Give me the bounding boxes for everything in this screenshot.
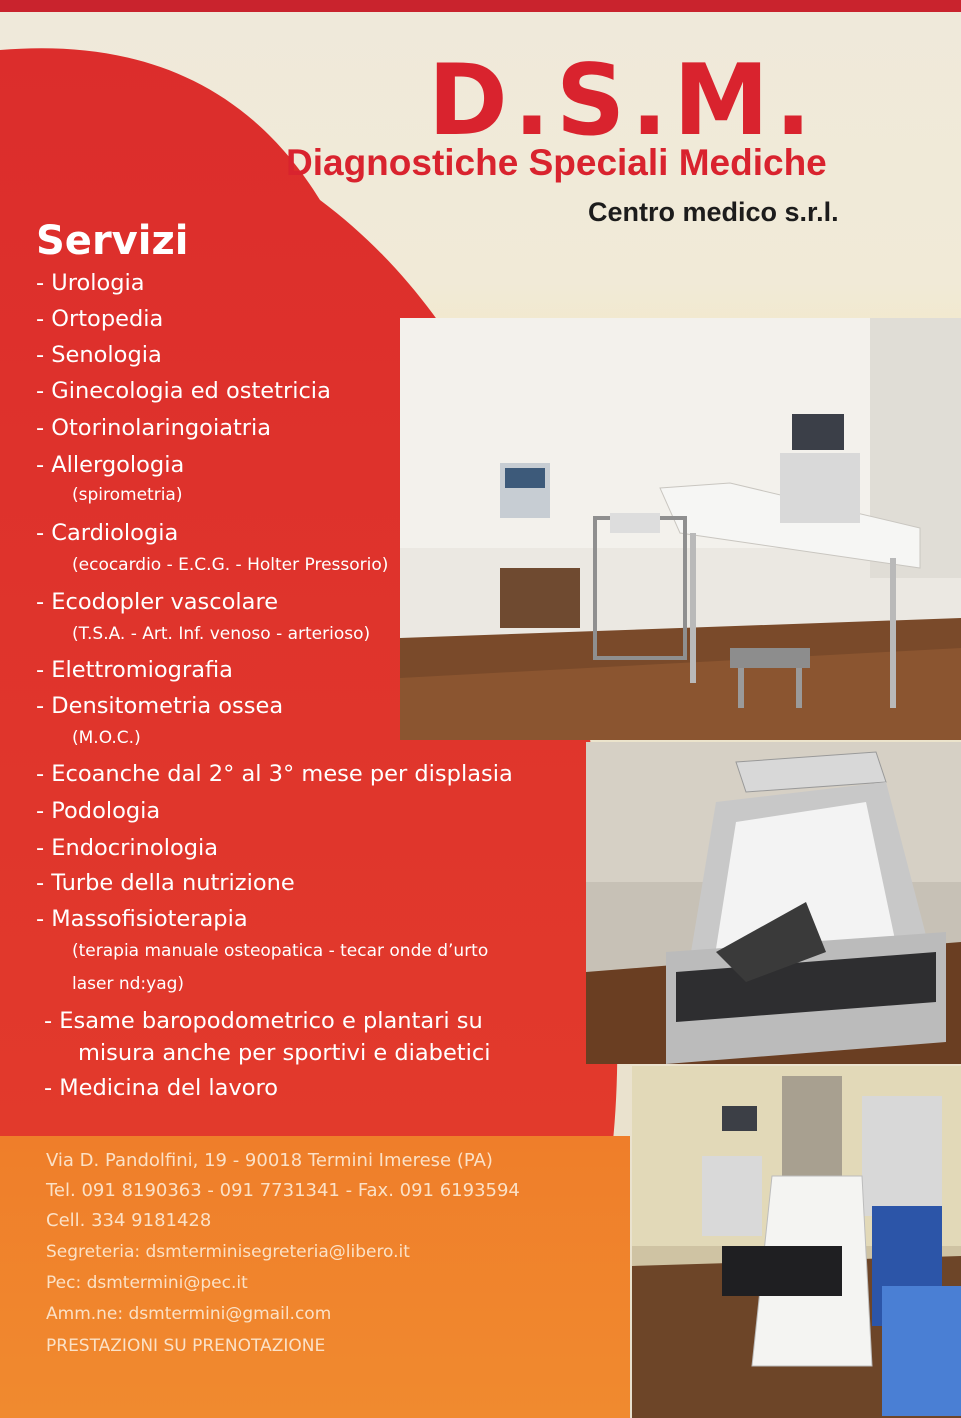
contact-amm-email[interactable]: Amm.ne: dsmtermini@gmail.com — [46, 1304, 332, 1324]
contact-phone: Tel. 091 8190363 - 091 7731341 - Fax. 091 6193594 — [46, 1180, 520, 1201]
office-room-photo — [632, 1066, 961, 1418]
densitometry-room-photo — [586, 742, 961, 1064]
service-item: - Allergologia — [36, 452, 185, 478]
exam-room-photo — [400, 318, 961, 740]
service-item: - Urologia — [36, 270, 145, 296]
service-item: - Podologia — [36, 798, 161, 824]
brand-subtitle: Diagnostiche Speciali Mediche — [286, 142, 827, 183]
service-item: - Medicina del lavoro — [44, 1075, 279, 1101]
service-item: - Ecoanche dal 2° al 3° mese per displasia — [36, 761, 513, 787]
service-item: - Senologia — [36, 342, 162, 368]
service-item: - Massofisioterapia — [36, 906, 248, 932]
service-item: - Endocrinologia — [36, 835, 219, 861]
top-red-strip — [0, 0, 961, 12]
service-detail: (spirometria) — [72, 485, 183, 505]
brand-tagline: Centro medico s.r.l. — [588, 197, 839, 227]
contact-segreteria-email[interactable]: Segreteria: dsmterminisegreteria@libero.it — [46, 1242, 410, 1262]
service-detail: (M.O.C.) — [72, 728, 141, 748]
service-item: - Cardiologia — [36, 520, 179, 546]
service-item: - Ortopedia — [36, 306, 164, 332]
service-detail: (terapia manuale osteopatica - tecar onde d’urto — [72, 941, 489, 961]
brand-logo: D.S.M. — [428, 44, 818, 158]
service-detail: laser nd:yag) — [72, 974, 185, 994]
service-item: - Ecodopler vascolare — [36, 589, 279, 615]
service-item: - Otorinolaringoiatria — [36, 415, 272, 441]
service-item: - Ginecologia ed ostetricia — [36, 378, 331, 404]
services-heading: Servizi — [36, 218, 189, 264]
service-item: - Densitometria ossea — [36, 693, 284, 719]
service-detail: (T.S.A. - Art. Inf. venoso - arterioso) — [72, 624, 371, 644]
service-detail: (ecocardio - E.C.G. - Holter Pressorio) — [72, 555, 389, 575]
service-item: - Esame baropodometrico e plantari su — [44, 1008, 483, 1034]
contact-cell: Cell. 334 9181428 — [46, 1210, 212, 1231]
service-item: - Elettromiografia — [36, 657, 233, 683]
contact-pec-email[interactable]: Pec: dsmtermini@pec.it — [46, 1273, 248, 1293]
service-item: - Turbe della nutrizione — [36, 870, 295, 896]
contact-address: Via D. Pandolfini, 19 - 90018 Termini Imerese (PA) — [46, 1150, 493, 1171]
service-item-continuation: misura anche per sportivi e diabetici — [78, 1040, 491, 1066]
booking-notice: PRESTAZIONI SU PRENOTAZIONE — [46, 1336, 326, 1356]
